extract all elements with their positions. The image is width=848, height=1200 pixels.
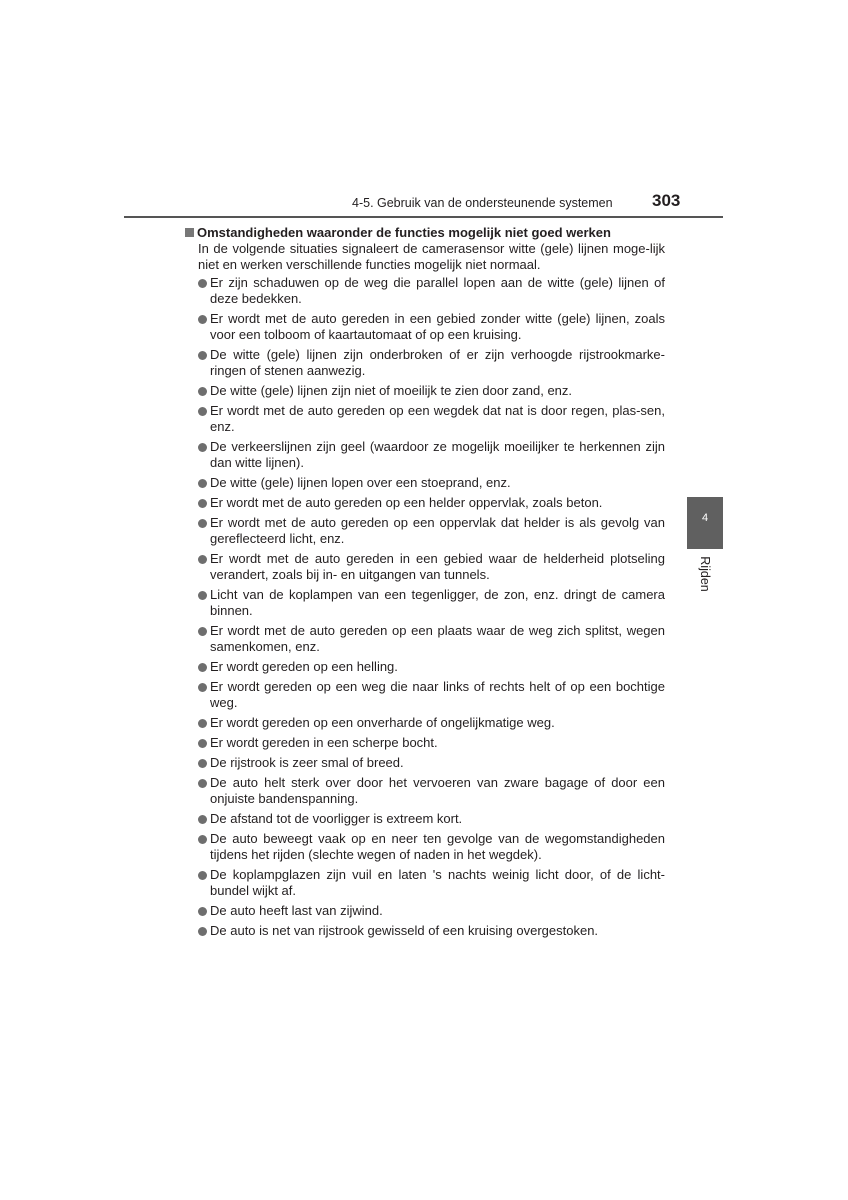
round-bullet-icon [198, 719, 207, 728]
round-bullet-icon [198, 759, 207, 768]
list-item-text: De witte (gele) lijnen lopen over een stoeprand, enz. [210, 475, 511, 490]
section-heading [185, 225, 665, 241]
list-item-text: De afstand tot de voorligger is extreem kort. [210, 811, 463, 826]
list-item-text: Er wordt met de auto gereden in een gebied waar de helderheid plotseling verandert, zoals bij in- en uitgangen van tunnels. [210, 551, 665, 582]
round-bullet-icon [198, 779, 207, 788]
list-item [185, 623, 665, 655]
round-bullet-icon [198, 479, 207, 488]
list-item-text: Er wordt met de auto gereden op een oppervlak dat helder is als gevolg van gereflecteerd licht, enz. [210, 515, 665, 546]
intro-paragraph: In de volgende situaties signaleert de camerasensor witte (gele) lijnen moge-lijk niet en werken verschillende functies mogelijk niet normaal. [198, 241, 665, 272]
round-bullet-icon [198, 519, 207, 528]
list-item-text: De auto is net van rijstrook gewisseld of een kruising overgestoken. [210, 923, 599, 938]
list-item-text: De verkeerslijnen zijn geel (waardoor ze mogelijk moeilijker te herkennen zijn dan witte lijnen). [210, 439, 665, 470]
chapter-tab [687, 497, 723, 549]
round-bullet-icon [198, 499, 207, 508]
header-divider [124, 216, 723, 218]
list-item [185, 495, 665, 511]
section-heading-text: Omstandigheden waaronder de functies mogelijk niet goed werken [197, 225, 611, 240]
round-bullet-icon [198, 739, 207, 748]
section-title: 4-5. Gebruik van de ondersteunende systemen [352, 196, 613, 210]
list-item-text: Er wordt gereden op een helling. [210, 659, 398, 674]
page-number: 303 [652, 191, 681, 210]
list-item-text: Er wordt met de auto gereden op een helder oppervlak, zoals beton. [210, 495, 603, 510]
list-item-text: De witte (gele) lijnen zijn niet of moeilijk te zien door zand, enz. [210, 383, 573, 398]
list-item-text: Er wordt gereden op een onverharde of ongelijkmatige weg. [210, 715, 555, 730]
round-bullet-icon [198, 871, 207, 880]
list-item [185, 551, 665, 583]
round-bullet-icon [198, 835, 207, 844]
round-bullet-icon [198, 907, 207, 916]
list-item [185, 403, 665, 435]
list-item [185, 311, 665, 343]
list-item [185, 475, 665, 491]
list-item-text: De rijstrook is zeer smal of breed. [210, 755, 404, 770]
list-item [185, 383, 665, 399]
list-item-text: Er wordt gereden op een weg die naar links of rechts helt of op een bochtige weg. [210, 679, 665, 710]
list-item [185, 715, 665, 731]
chapter-label: Rijden [698, 556, 712, 592]
list-item [185, 275, 665, 307]
list-item [185, 811, 665, 827]
list-item-text: De koplampglazen zijn vuil en laten 's nachts weinig licht door, of de licht-bundel wijkt af. [210, 867, 665, 898]
list-item [185, 679, 665, 711]
list-item [185, 439, 665, 471]
section-content [185, 225, 665, 943]
list-item [185, 659, 665, 675]
list-item-text: De auto helt sterk over door het vervoeren van zware bagage of door een onjuiste bandenspanning. [210, 775, 665, 806]
list-item-text: De auto heeft last van zijwind. [210, 903, 383, 918]
list-item-text: Er zijn schaduwen op de weg die parallel lopen aan de witte (gele) lijnen of deze bedekken. [210, 275, 665, 306]
list-item-text: Er wordt met de auto gereden in een gebied zonder witte (gele) lijnen, zoals voor een tolboom of kaartautomaat of op een kruising. [210, 311, 665, 342]
round-bullet-icon [198, 591, 207, 600]
list-item-text: Er wordt met de auto gereden op een wegdek dat nat is door regen, plas-sen, enz. [210, 403, 665, 434]
condition-list [185, 275, 665, 939]
list-item [185, 831, 665, 863]
list-item-text: Licht van de koplampen van een tegenligger, de zon, enz. dringt de camera binnen. [210, 587, 665, 618]
round-bullet-icon [198, 663, 207, 672]
list-item [185, 347, 665, 379]
list-item [185, 515, 665, 547]
list-item [185, 587, 665, 619]
round-bullet-icon [198, 627, 207, 636]
list-item [185, 903, 665, 919]
round-bullet-icon [198, 351, 207, 360]
list-item [185, 923, 665, 939]
round-bullet-icon [198, 279, 207, 288]
round-bullet-icon [198, 407, 207, 416]
round-bullet-icon [198, 443, 207, 452]
list-item [185, 775, 665, 807]
chapter-number: 4 [701, 512, 709, 524]
list-item-text: De auto beweegt vaak op en neer ten gevolge van de wegomstandigheden tijdens het rijden (slechte wegen of naden in het wegdek). [210, 831, 665, 862]
round-bullet-icon [198, 927, 207, 936]
round-bullet-icon [198, 815, 207, 824]
round-bullet-icon [198, 555, 207, 564]
round-bullet-icon [198, 315, 207, 324]
round-bullet-icon [198, 387, 207, 396]
list-item-text: Er wordt gereden in een scherpe bocht. [210, 735, 438, 750]
list-item-text: Er wordt met de auto gereden op een plaats waar de weg zich splitst, wegen samenkomen, enz. [210, 623, 665, 654]
square-bullet-icon [185, 228, 194, 237]
list-item [185, 735, 665, 751]
list-item [185, 755, 665, 771]
list-item-text: De witte (gele) lijnen zijn onderbroken of er zijn verhoogde rijstrookmarke-ringen of stenen aanwezig. [210, 347, 665, 378]
round-bullet-icon [198, 683, 207, 692]
list-item [185, 867, 665, 899]
